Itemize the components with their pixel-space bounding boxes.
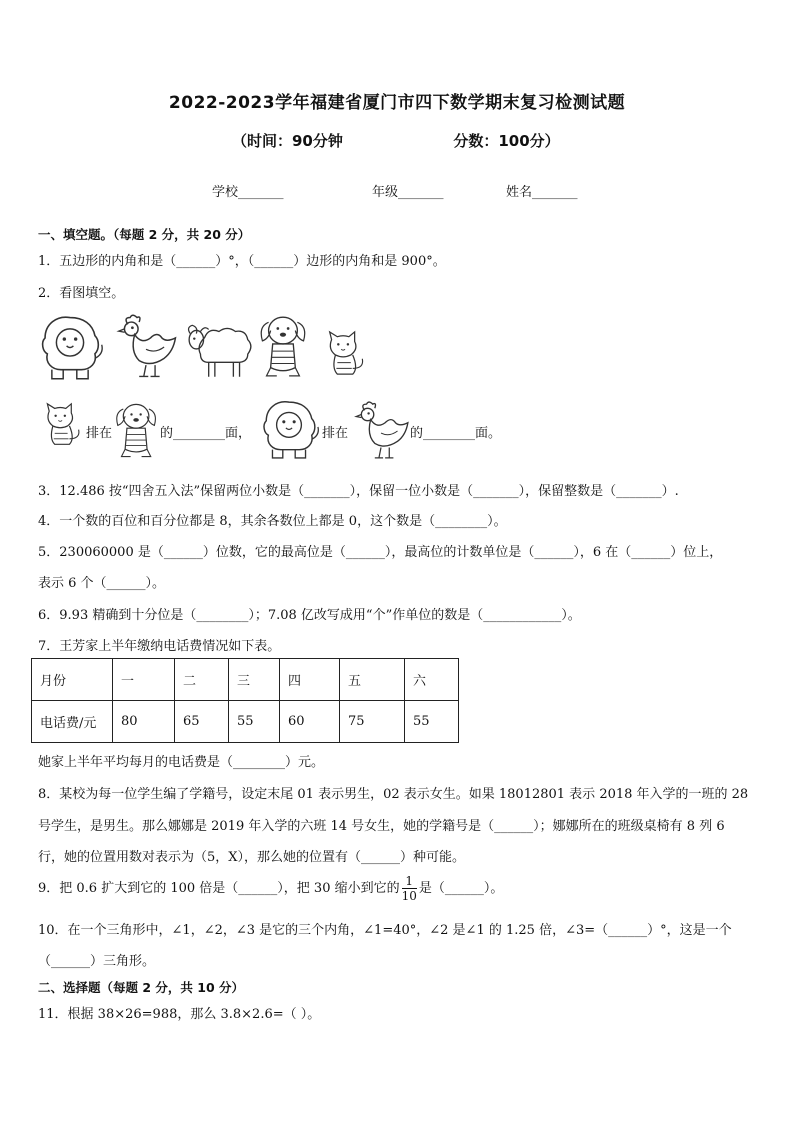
question-7: 7．王芳家上半年缴纳电话费情况如下表。 [38,639,281,654]
sheep-icon [184,318,256,382]
puppy-icon [258,310,310,382]
question-10-cont: （______）三角形。 [38,954,156,969]
fill-text-1: 排在 [86,426,113,441]
hen-icon [350,400,412,462]
question-3: 3．12.486 按“四舍五入法”保留两位小数是（_______），保留一位小数是（_______），保留整数是（_______）. [38,484,679,499]
table-cell: 65 [175,701,229,743]
fill-text-4: 的________面。 [410,426,502,441]
section-heading-choice: 二、选择题（每题 2 分，共 10 分） [38,980,245,995]
school-field[interactable]: 学校_______ [212,185,284,200]
hen-icon [112,313,180,381]
table-cell: 六 [405,659,459,701]
kitten-icon [40,402,86,448]
section-heading-fill: 一、填空题。（每题 2 分，共 20 分） [38,227,251,242]
puppy-icon [114,398,160,462]
question-9 [38,874,503,904]
fraction-numerator: 1 [402,874,417,889]
question-8-cont-2: 行，她的位置用数对表示为（5，X），那么她的位置有（______）种可能。 [38,850,466,865]
grade-field[interactable]: 年级_______ [372,185,444,200]
question-11: 11．根据 38×26=988，那么 3.8×2.6=（ ）。 [38,1007,321,1022]
question-8: 8．某校为每一位学生编了学籍号，设定末尾 01 表示男生，02 表示女生。如果 18012801 表示 2018 年入学的一班的 28 [38,787,749,802]
table-cell: 五 [340,659,405,701]
question-2: 2．看图填空。 [38,286,125,301]
table-cell: 电话费/元 [32,701,113,743]
question-4: 4．一个数的百位和百分位都是 8，其余各数位上都是 0，这个数是（________）。 [38,514,507,529]
fraction-denominator: 10 [401,889,417,903]
fill-text-3: 排在 [322,426,349,441]
table-cell: 月份 [32,659,113,701]
question-5-cont: 表示 6 个（______）。 [38,576,166,591]
table-cell: 55 [405,701,459,743]
question-10: 10．在一个三角形中，∠1，∠2，∠3 是它的三个内角，∠1=40°，∠2 是∠1 的 1.25 倍，∠3=（______）°，这是一个 [38,923,732,938]
question-9-pre: 9．把 0.6 扩大到它的 100 倍是（______），把 30 缩小到它的 [38,881,400,896]
table-cell: 四 [280,659,340,701]
table-row [32,701,459,743]
exam-info [232,130,560,151]
table-cell: 75 [340,701,405,743]
table-cell: 55 [229,701,280,743]
question-1: 1．五边形的内角和是（______）°，（______）边形的内角和是 900°。 [38,254,446,269]
exam-score: 分数：100分） [453,132,560,150]
kitten-icon [322,330,370,378]
question-5: 5．230060000 是（______）位数，它的最高位是（______），最高位的计数单位是（______），6 在（______）位上， [38,545,723,560]
phone-fee-table [31,658,459,743]
fill-text-2: 的________面， [160,426,252,441]
table-cell: 三 [229,659,280,701]
table-cell: 80 [113,701,175,743]
fraction [402,874,417,903]
table-row [32,659,459,701]
lion-icon [36,313,104,381]
page-title: 2022-2023学年福建省厦门市四下数学期末复习检测试题 [168,93,626,113]
exam-time: （时间：90分钟 [232,132,343,150]
question-6: 6．9.93 精确到十分位是（________）；7.08 亿改写成用“个”作单位的数是（____________）。 [38,608,581,623]
table-cell: 60 [280,701,340,743]
question-9-post: 是（______）。 [418,881,504,896]
lion-icon [258,398,320,460]
table-cell: 二 [175,659,229,701]
table-cell: 一 [113,659,175,701]
question-8-cont-1: 号学生，是男生。那么娜娜是 2019 年入学的六班 14 号女生，她的学籍号是（______）；娜娜所在的班级桌椅有 8 列 6 [38,819,725,834]
name-field[interactable]: 姓名_______ [506,185,578,200]
question-7-tail: 她家上半年平均每月的电话费是（________）元。 [38,755,325,770]
